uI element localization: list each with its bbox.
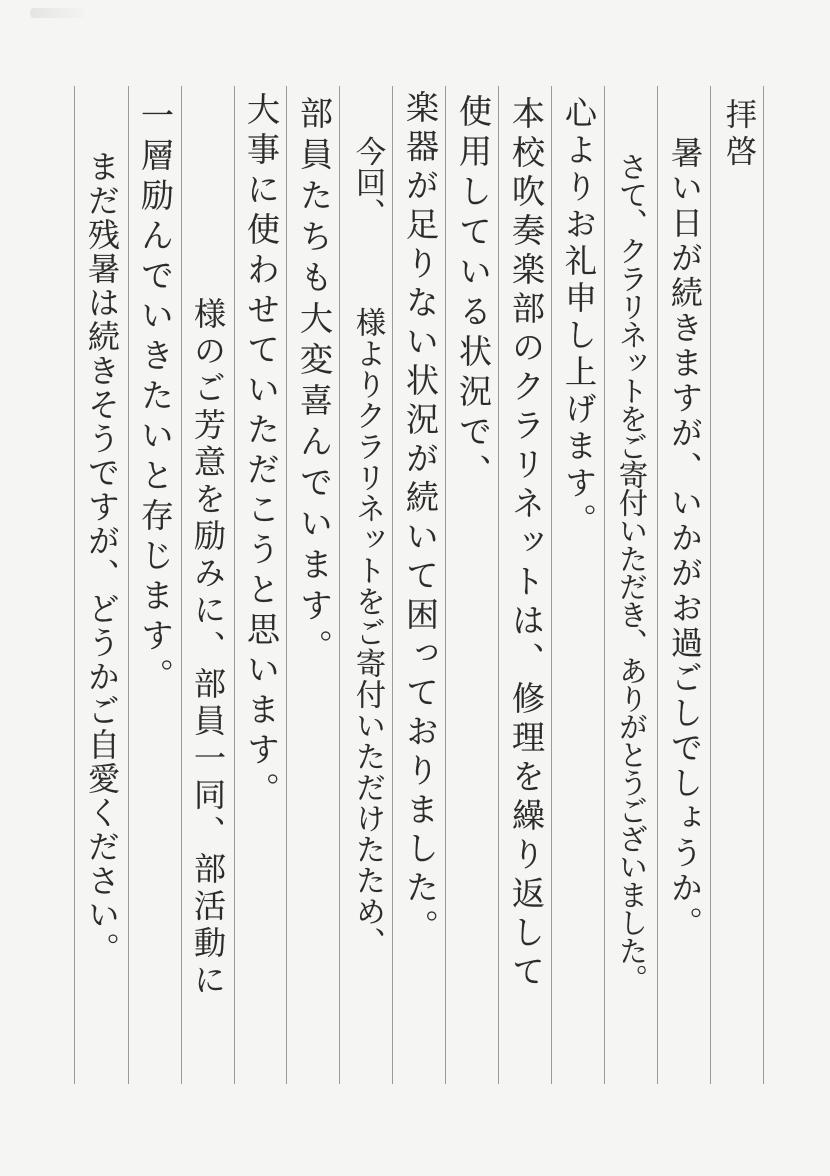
ruled-line	[604, 86, 605, 1084]
scan-smudge	[30, 8, 85, 18]
ruled-line	[234, 86, 235, 1084]
letter-line: 暑い日が続きますが、いかがお過ごしでしょうか。	[666, 136, 704, 941]
ruled-line	[286, 86, 287, 1084]
letter-line: 様のご芳意を励みに、部員一同、部活動に	[189, 186, 227, 1000]
letter-line: 心よりお礼申し上げます。	[560, 96, 598, 540]
ruled-line	[128, 86, 129, 1084]
letter-line: まだ残暑は続きそうですが、どうかご自愛ください。	[83, 150, 121, 966]
ruled-line	[498, 86, 499, 1084]
letter-line: さて、クラリネットをご寄付いただき、ありがとうございました。	[615, 152, 649, 992]
ruled-line	[392, 86, 393, 1084]
letter-line: 本校吹奏楽部のクラリネットは、修理を繰り返して	[507, 96, 546, 993]
ruled-line	[657, 86, 658, 1084]
ruled-line	[74, 86, 75, 1084]
letter-line: 部員たちも大変喜んでいます。	[295, 96, 334, 670]
ruled-line	[763, 86, 764, 1084]
ruled-line	[445, 86, 446, 1084]
ruled-line	[710, 86, 711, 1084]
letter-line: 一層励んでいきたいと存じます。	[136, 98, 175, 698]
letter-line: 今回、 様よりクラリネットをご寄付いただけたため、	[350, 136, 385, 958]
letter-line: 大事に使わせていただこうと思います。	[242, 92, 281, 812]
ruled-line	[551, 86, 552, 1084]
letter-line: 楽器が足りない状況が続いて困っておりました。	[401, 90, 440, 948]
letter-line: 使用している状況で、	[454, 94, 493, 494]
letter-line-greeting: 拝啓	[720, 98, 756, 172]
ruled-line	[339, 86, 340, 1084]
ruled-line	[181, 86, 182, 1084]
